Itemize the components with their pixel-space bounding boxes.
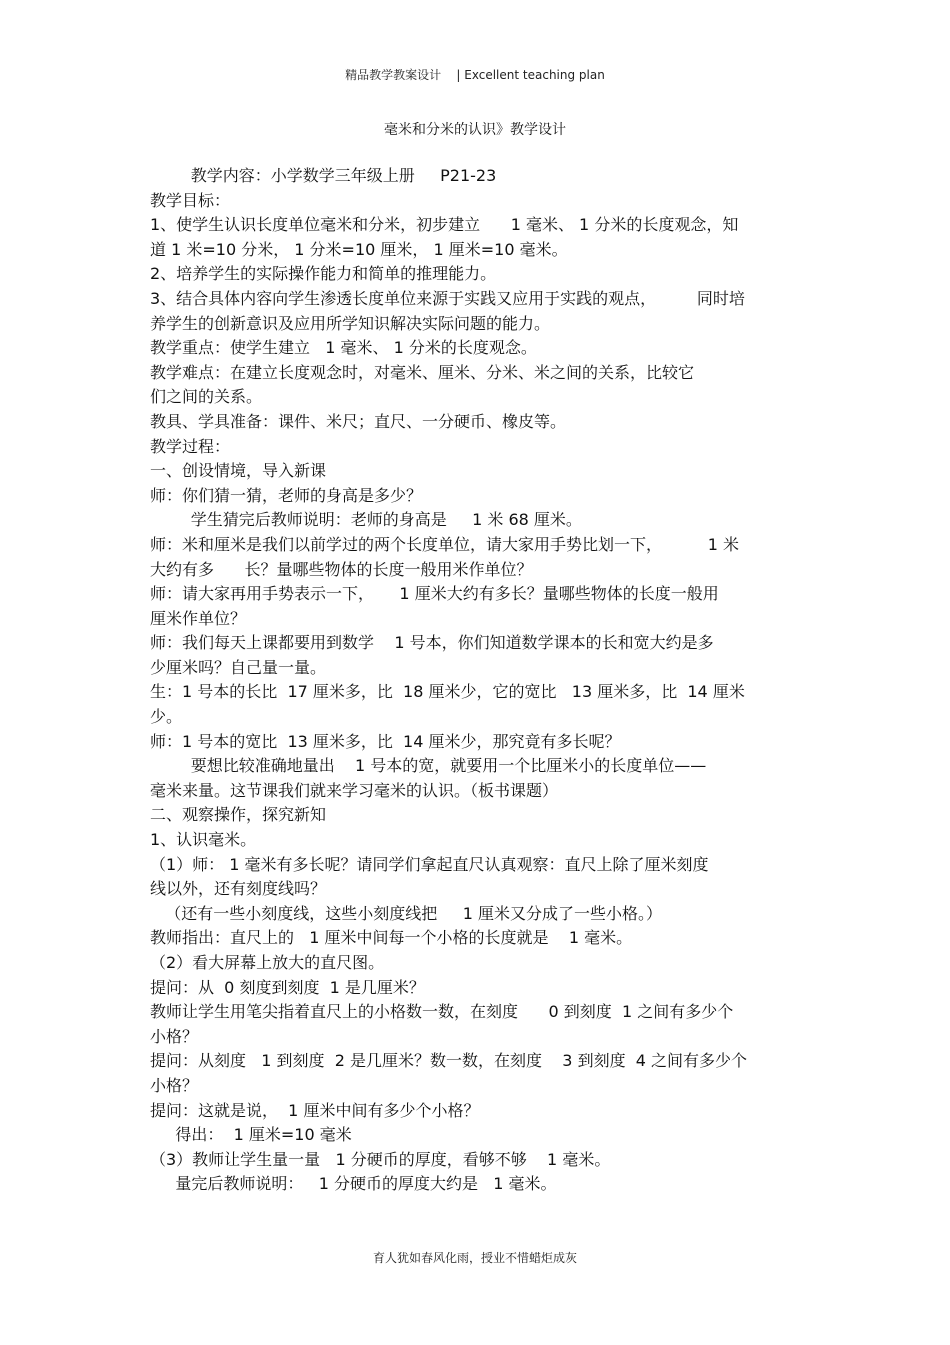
body-line: 毫米来量。这节课我们就来学习毫米的认识。（板书课题）	[150, 780, 559, 800]
body-line: 师：你们猜一猜，老师的身高是多少？	[150, 485, 423, 505]
body-line: 们之间的关系。	[150, 387, 263, 407]
body-line: 二、观察操作，探究新知	[150, 805, 327, 825]
body-line: 师：米和厘米是我们以前学过的两个长度单位，请大家用手势比划一下， 1 米	[150, 534, 740, 554]
body-line: 1、使学生认识长度单位毫米和分米，初步建立 1 毫米、 1 分米的长度观念，知	[150, 215, 739, 235]
body-line: 师：1 号本的宽比 13 厘米多，比 14 厘米少，那究竟有多长呢？	[150, 731, 621, 751]
body-line: 少。	[150, 707, 183, 727]
body-line: 教学目标：	[150, 190, 231, 210]
body-line: 教具、学具准备：课件、米尺；直尺、一分硬币、橡皮等。	[150, 411, 567, 431]
body-line: （3）教师让学生量一量 1 分硬币的厚度，看够不够 1 毫米。	[150, 1149, 611, 1169]
body-line: 学生猜完后教师说明：老师的身高是 1 米 68 厘米。	[150, 510, 582, 530]
body-line: 师：我们每天上课都要用到数学 1 号本，你们知道数学课本的长和宽大约是多	[150, 633, 714, 653]
body-line: 量完后教师说明： 1 分硬币的厚度大约是 1 毫米。	[150, 1174, 557, 1194]
body-line: 小格？	[150, 1075, 199, 1095]
body-line: 教学重点：使学生建立 1 毫米、 1 分米的长度观念。	[150, 338, 537, 358]
body-line: 生：1 号本的长比 17 厘米多，比 18 厘米少，它的宽比 13 厘米多，比 14 厘米	[150, 682, 745, 702]
body-line: 教学内容：小学数学三年级上册 P21-23	[150, 166, 497, 185]
body-line: （还有一些小刻度线，这些小刻度线把 1 厘米又分成了一些小格。）	[150, 903, 662, 923]
body-line: 一、创设情境，导入新课	[150, 461, 327, 481]
body-line: 提问：这就是说， 1 厘米中间有多少个小格？	[150, 1100, 480, 1120]
body-line: 提问：从 0 刻度到刻度 1 是几厘米？	[150, 977, 425, 997]
body-line: 小格？	[150, 1026, 199, 1046]
body-line: 教学难点：在建立长度观念时，对毫米、厘米、分米、米之间的关系，比较它	[150, 362, 695, 382]
body-line: 厘米作单位？	[150, 608, 247, 628]
body-line: 教学过程：	[150, 436, 231, 456]
body-line: 2、培养学生的实际操作能力和简单的推理能力。	[150, 264, 497, 284]
body-line: 教师指出：直尺上的 1 厘米中间每一个小格的长度就是 1 毫米。	[150, 928, 633, 948]
body-line: （2）看大屏幕上放大的直尺图。	[150, 953, 385, 972]
body-line: 要想比较准确地量出 1 号本的宽，就要用一个比厘米小的长度单位——	[150, 756, 707, 776]
body-line: 线以外，还有刻度线吗？	[150, 879, 327, 899]
body-line: 3、结合具体内容向学生渗透长度单位来源于实践又应用于实践的观点， 同时培	[150, 288, 745, 308]
body-line: 提问：从刻度 1 到刻度 2 是几厘米？数一数，在刻度 3 到刻度 4 之间有多少个	[150, 1051, 748, 1071]
body-line: 师：请大家再用手势表示一下， 1 厘米大约有多长？量哪些物体的长度一般用	[150, 584, 719, 604]
body-line: 道 1 米=10 分米， 1 分米=10 厘米， 1 厘米=10 毫米。	[150, 239, 568, 259]
body-line: 得出： 1 厘米=10 毫米	[150, 1125, 352, 1145]
body-line: 少厘米吗？自己量一量。	[150, 657, 327, 677]
body-line: 1、认识毫米。	[150, 830, 257, 850]
body-line: 大约有多 长？量哪些物体的长度一般用米作单位？	[150, 559, 533, 579]
body-line: （1）师： 1 毫米有多长呢？请同学们拿起直尺认真观察：直尺上除了厘米刻度	[150, 854, 709, 874]
body-line: 养学生的创新意识及应用所学知识解决实际问题的能力。	[150, 313, 551, 333]
body-line: 教师让学生用笔尖指着直尺上的小格数一数，在刻度 0 到刻度 1 之间有多少个	[150, 1002, 734, 1022]
page-header: 精品教学教案设计 | Excellent teaching plan	[345, 68, 605, 82]
page-footer: 育人犹如春风化雨，授业不惜蜡炬成灰	[372, 1251, 577, 1265]
document-title: 毫米和分米的认识》教学设计	[384, 122, 566, 138]
document-body	[150, 164, 810, 1197]
